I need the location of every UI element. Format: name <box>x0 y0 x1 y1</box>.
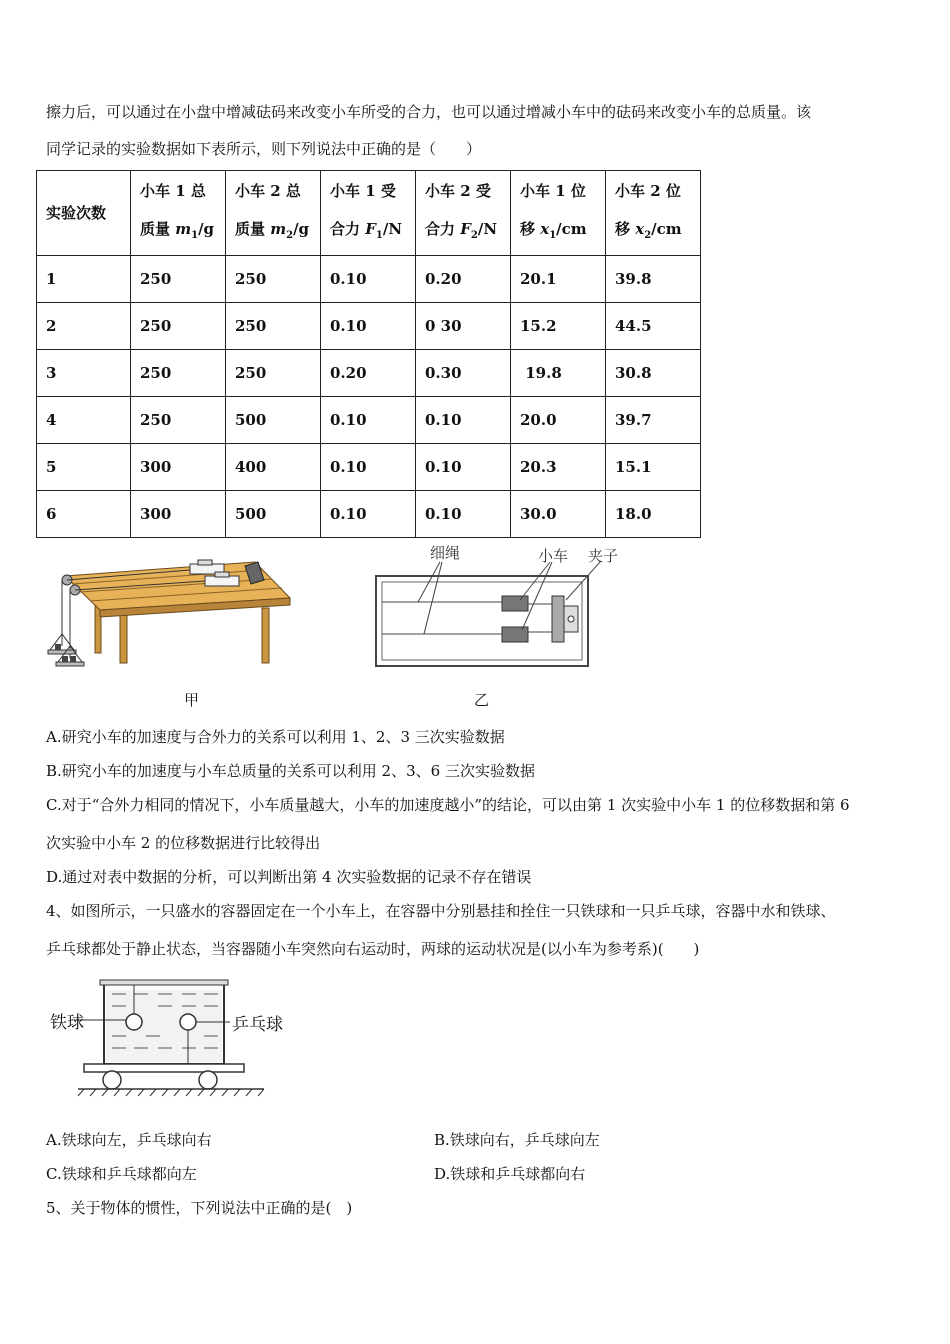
caption-jia: 甲 <box>184 691 200 709</box>
table-cell: 0 30 <box>416 303 511 350</box>
table-cell: 0.10 <box>416 444 511 491</box>
table-cell: 5 <box>37 444 131 491</box>
label-clip: 夹子 <box>588 547 619 565</box>
table-cell: 0.10 <box>321 303 416 350</box>
table-cell: 15.1 <box>606 444 701 491</box>
table-cell: 39.7 <box>606 397 701 444</box>
table-cell: 250 <box>226 350 321 397</box>
intro-line-2: 同学记录的实验数据如下表所示，则下列说法中正确的是（ ） <box>46 140 482 158</box>
table-cell: 20.0 <box>511 397 606 444</box>
table-cell: 0.10 <box>416 491 511 538</box>
table-header-cell: 小车 1 总 质量 $m_1/g$ <box>131 171 226 256</box>
table-cell: 0.20 <box>416 256 511 303</box>
table-header-row <box>37 171 701 256</box>
table-cell: 400 <box>226 444 321 491</box>
table-cell: 250 <box>226 256 321 303</box>
label-car: 小车 <box>538 547 569 565</box>
table-cell: 3 <box>37 350 131 397</box>
table-cell: 6 <box>37 491 131 538</box>
table-cell: 0.10 <box>321 491 416 538</box>
table-cell: 4 <box>37 397 131 444</box>
table-header-cell: 小车 1 位 移 $x_1/cm$ <box>511 171 606 256</box>
table-row <box>37 444 701 491</box>
table-row <box>37 350 701 397</box>
q4-option-b: B.铁球向右，乒乓球向左 <box>434 1131 600 1149</box>
table-cell: 30.8 <box>606 350 701 397</box>
label-rope: 细绳 <box>430 544 461 562</box>
q3-option-c-line1: C.对于“合外力相同的情况下，小车质量越大，小车的加速度越小”的结论，可以由第 1 次实验中小车 1 的位移数据和第 6 <box>46 796 850 814</box>
table-header-cell: 小车 2 受 合力 $F_2/N$ <box>416 171 511 256</box>
q4-stem-line2: 乒乓球都处于静止状态，当容器随小车突然向右运动时，两球的运动状况是(以小车为参考系)( ) <box>46 940 700 958</box>
q4-option-d: D.铁球和乒乓球都向右 <box>434 1165 586 1183</box>
table-row <box>37 491 701 538</box>
label-pingpong-ball: 乒乓球 <box>232 1015 283 1035</box>
q3-option-c-line2: 次实验中小车 2 的位移数据进行比较得出 <box>46 834 321 852</box>
q4-stem-line1: 4、如图所示，一只盛水的容器固定在一个小车上，在容器中分别悬挂和拴住一只铁球和一只乒乓球，容器中水和铁球、 <box>46 902 836 920</box>
table-cell: 1 <box>37 256 131 303</box>
table-cell: 0.10 <box>321 256 416 303</box>
label-iron-ball: 铁球 <box>50 1013 84 1033</box>
q4-option-a: A.铁球向左，乒乓球向右 <box>46 1131 212 1149</box>
table-header-cell: 小车 1 受 合力 $F_1/N$ <box>321 171 416 256</box>
q3-option-d: D.通过对表中数据的分析，可以判断出第 4 次实验数据的记录不存在错误 <box>46 868 532 886</box>
table-header-cell: 小车 2 位 移 $x_2/cm$ <box>606 171 701 256</box>
table-cell: 20.3 <box>511 444 606 491</box>
table-header-cell: 实验次数 <box>37 171 131 256</box>
intro-line-1: 擦力后，可以通过在小盘中增减砝码来改变小车所受的合力，也可以通过增减小车中的砝码来改变小车的总质量。该 <box>46 103 812 121</box>
table-cell: 15.2 <box>511 303 606 350</box>
table-cell: 2 <box>37 303 131 350</box>
table-row <box>37 256 701 303</box>
table-cell: 19.8 <box>511 350 606 397</box>
q3-option-a: A.研究小车的加速度与合外力的关系可以利用 1、2、3 三次实验数据 <box>46 728 505 746</box>
table-cell: 500 <box>226 491 321 538</box>
table-cell: 0.10 <box>416 397 511 444</box>
table-cell: 500 <box>226 397 321 444</box>
table-cell: 20.1 <box>511 256 606 303</box>
caption-yi: 乙 <box>474 691 490 709</box>
table-cell: 300 <box>131 491 226 538</box>
table-cell: 30.0 <box>511 491 606 538</box>
experiment-table-illustration <box>40 548 300 673</box>
experiment-data-table <box>36 170 701 538</box>
table-header-cell: 小车 2 总 质量 $m_2/g$ <box>226 171 321 256</box>
table-cell: 250 <box>226 303 321 350</box>
table-cell: 250 <box>131 397 226 444</box>
table-cell: 0.30 <box>416 350 511 397</box>
q3-option-b: B.研究小车的加速度与小车总质量的关系可以利用 2、3、6 三次实验数据 <box>46 762 535 780</box>
q5-stem: 5、关于物体的惯性，下列说法中正确的是( ) <box>46 1199 353 1217</box>
container-cart-illustration <box>74 978 274 1100</box>
table-cell: 250 <box>131 256 226 303</box>
table-cell: 39.8 <box>606 256 701 303</box>
table-cell: 0.20 <box>321 350 416 397</box>
table-row <box>37 303 701 350</box>
table-row <box>37 397 701 444</box>
table-cell: 250 <box>131 303 226 350</box>
table-cell: 0.10 <box>321 444 416 491</box>
table-cell: 18.0 <box>606 491 701 538</box>
table-cell: 0.10 <box>321 397 416 444</box>
table-cell: 44.5 <box>606 303 701 350</box>
table-cell: 250 <box>131 350 226 397</box>
q4-option-c: C.铁球和乒乓球都向左 <box>46 1165 197 1183</box>
table-cell: 300 <box>131 444 226 491</box>
